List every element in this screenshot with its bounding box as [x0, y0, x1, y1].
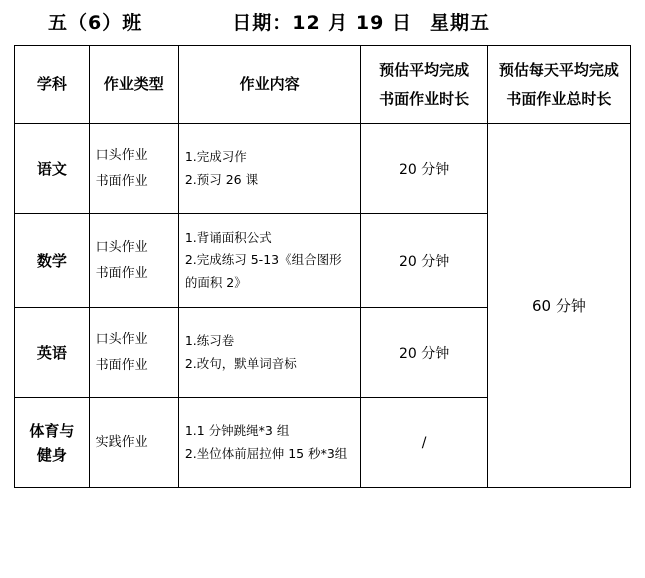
- column-header-avg-duration-line1: 预估平均完成: [379, 61, 470, 79]
- column-header-total-duration: [487, 46, 630, 124]
- cell-subject: 数学: [15, 214, 90, 308]
- cell-content: [178, 214, 361, 308]
- cell-content-line: 1.练习卷: [184, 333, 235, 348]
- cell-type-line: 实践作业: [95, 434, 148, 450]
- cell-avg-duration: 20 分钟: [361, 124, 488, 214]
- column-header-avg-duration: [361, 46, 488, 124]
- cell-type-line: 书面作业: [95, 173, 148, 189]
- cell-content: [178, 308, 361, 398]
- cell-type: [89, 398, 178, 488]
- column-header-total-duration-line2: 书面作业总时长: [506, 89, 612, 108]
- cell-content-line: 2.改句，默单词音标: [184, 355, 297, 371]
- cell-content-line: 的面积 2》: [184, 274, 247, 290]
- cell-subject-line: 健身: [36, 445, 67, 464]
- cell-subject: 英语: [15, 308, 90, 398]
- cell-subject: 语文: [15, 124, 90, 214]
- class-name: 五（6）班: [48, 12, 143, 34]
- cell-type: [89, 124, 178, 214]
- column-header-total-duration-line1: 预估每天平均完成: [498, 61, 619, 79]
- cell-avg-duration: 20 分钟: [361, 308, 488, 398]
- cell-content-line: 1.背诵面积公式: [184, 229, 272, 245]
- homework-table: [14, 45, 631, 488]
- cell-type: [89, 308, 178, 398]
- column-header-avg-duration-line2: 书面作业时长: [379, 89, 470, 108]
- cell-content: [178, 124, 361, 214]
- weekday-label: 星期五: [429, 12, 490, 34]
- cell-type-line: 口头作业: [95, 239, 148, 255]
- cell-content-line: 2.坐位体前屈拉伸 15 秒*3组: [184, 445, 348, 461]
- cell-type-line: 书面作业: [95, 357, 148, 373]
- cell-avg-duration: 20 分钟: [361, 214, 488, 308]
- cell-content-line: 2.完成练习 5-13《组合图形: [184, 252, 342, 268]
- column-header-type: 作业类型: [89, 46, 178, 124]
- table-header-row: [15, 46, 631, 124]
- column-header-content: 作业内容: [178, 46, 361, 124]
- cell-type-line: 口头作业: [95, 331, 148, 347]
- cell-content: [178, 398, 361, 488]
- cell-subject-line: 体育与: [29, 421, 75, 440]
- sheet-header: [0, 0, 645, 45]
- cell-content-line: 1.1 分钟跳绳*3 组: [184, 423, 290, 438]
- cell-total-duration: 60 分钟: [487, 124, 630, 488]
- date-label: 日期：12 月 19 日: [232, 12, 412, 34]
- cell-type-line: 口头作业: [95, 147, 148, 163]
- table-row: [15, 124, 631, 214]
- column-header-subject: 学科: [15, 46, 90, 124]
- cell-type-line: 书面作业: [95, 265, 148, 281]
- cell-type: [89, 214, 178, 308]
- cell-avg-duration: /: [361, 398, 488, 488]
- cell-content-line: 2.预习 26 课: [184, 171, 259, 187]
- cell-subject: [15, 398, 90, 488]
- cell-content-line: 1.完成习作: [184, 149, 247, 164]
